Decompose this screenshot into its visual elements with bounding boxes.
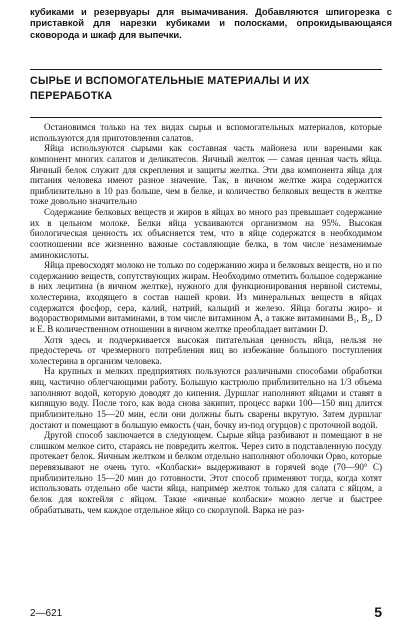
section-rule-bottom xyxy=(30,117,382,118)
paragraph: Яйца превосходят молоко не только по содержанию жира и белковых веществ, но и по содержанию веществ, сопутствующих жирам. Необходимо отметить большое содержание в них лецитина (в яичном желтке), нужного для функционирования нервной системы, холестерина, входящего в состав нашей крови. Из минеральных веществ в яйцах содержатся фосфор, сера, калий, натрий, кальций и железо. Яйца богаты жиро- и водорастворимыми витаминами, в том числе витамином А, а также витаминами B₁, B₂, D и E. В количественном отношении в яичном желтке преобладает витамин D. xyxy=(30,260,382,334)
page-footer xyxy=(30,604,382,624)
section-title: СЫРЬЕ И ВСПОМОГАТЕЛЬНЫЕ МАТЕРИАЛЫ И ИХ ПЕРЕРАБОТКА xyxy=(30,75,310,102)
section-body xyxy=(30,122,382,515)
continued-text: кубиками и резервуары для вымачивания. Добавляются шпигорезка с приставкой для нарезки кубиками и полосками, опрокидывающаяся сковорода и шкаф для выпечки. xyxy=(30,6,392,40)
paragraph: Другой способ заключается в следующем. Сырые яйца разбивают и помещают в не слишком мелкое сито, стараясь не повредить желток. Через сито в подставленную посуду протекает белок. Яичным желтком и белком отдельно наполняют оболочки Орво, которые перевязывают не очень туго. «Колбаски» выдерживают в горячей воде (70—90° С) приблизительно 15—20 мин до готовности. Этот способ применяют тогда, когда хотят использовать отдельно обе части яйца, например желток только для салата с яйцом, а белок для коктейля с яйцом. Такие «яичные колбаски» можно легче и быстрее обрабатывать, чем каждое отдельное яйцо со скорлупой. Варка не раз- xyxy=(30,430,382,515)
paragraph: Хотя здесь и подчеркивается высокая питательная ценность яйца, нельзя не предостеречь от чрезмерного потребления яиц во избежание большого поступления холестерина в организм человека. xyxy=(30,334,382,366)
printer-signature: 2—621 xyxy=(30,608,63,619)
paragraph: Остановимся только на тех видах сырья и вспомогательных материалов, которые используются для приготовления салатов. xyxy=(30,122,382,143)
paragraph: На крупных и мелких предприятиях пользуются различными способами обработки яиц, частично облегчающими работу. Большую кастрюлю приблизительно на 1/3 объема заполняют водой, которую доводят до кипения. Дуршлаг наполняют яйцами и ставят в кипящую воду. После того, как вода снова закипит, процесс варки 100—150 яиц длится приблизительно 15—20 мин, если они должны быть сварены вкрутую. Затем дуршлаг достают и помещают в большую емкость (чан, бочку из-под огурцов) с проточной водой. xyxy=(30,366,382,430)
paragraph: Яйца используются сырыми как составная часть майонеза или вареными как компонент многих салатов и деликатесов. Яичный желток — самая ценная часть яйца. Яичный белок служит для скрепления и защиты желтка. Эти два компонента яйца для питания человека имеют разное значение. Так, в яичном желтке жира содержится приблизительно в 10 раз больше, чем в белке, и количество белковых веществ в желтке тоже довольно значительно xyxy=(30,143,382,207)
page-number: 5 xyxy=(374,604,382,620)
section-rule-top xyxy=(30,69,382,70)
paragraph: Содержание белковых веществ и жиров в яйцах во много раз превышает содержание их в цельном молоке. Белки яйца усваиваются организмом на 95%. Высокая биологическая ценность их объясняется тем, что в яйце содержатся в необходимом соотношении все жизненно важные составляющие белка, в том числе незаменимые аминокислоты. xyxy=(30,207,382,260)
